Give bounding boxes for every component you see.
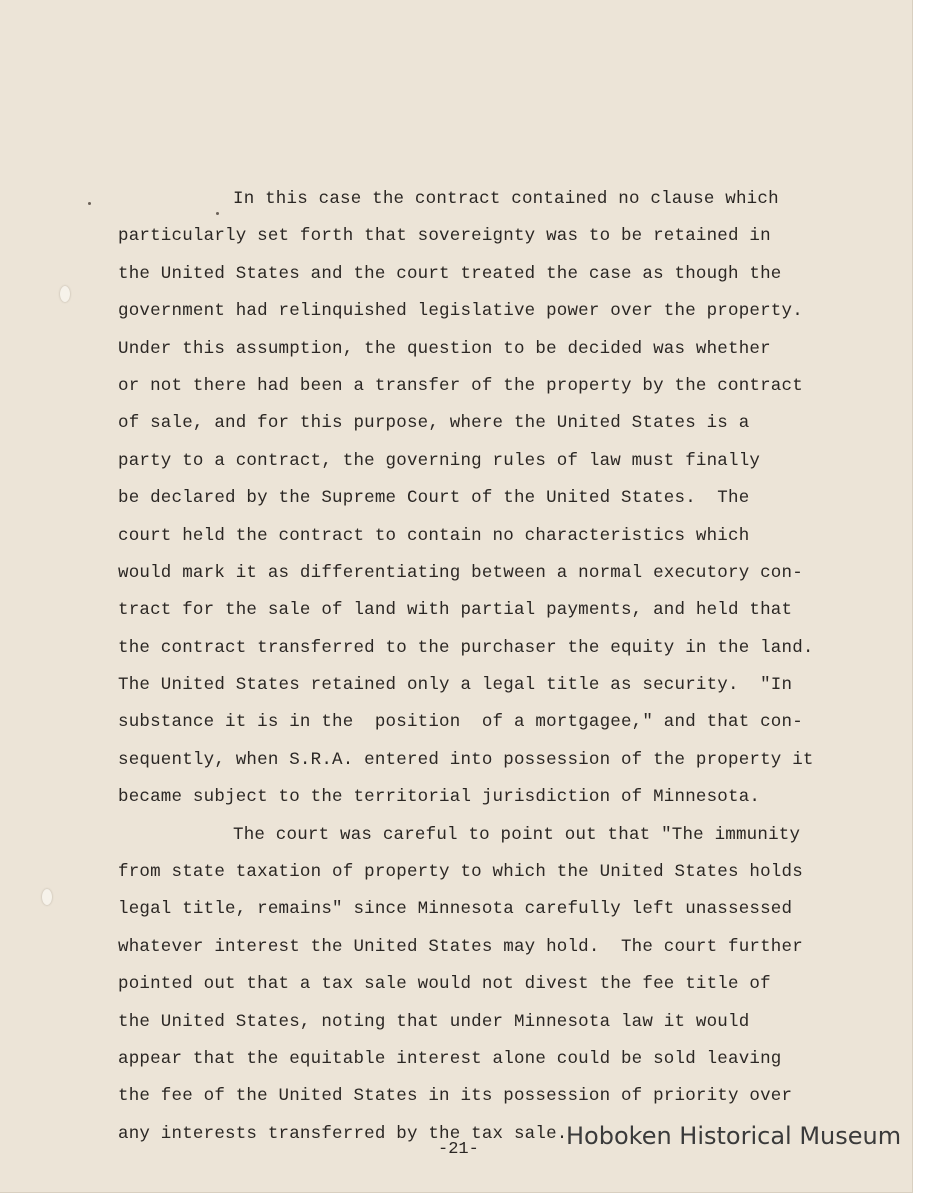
typed-text-body	[118, 181, 878, 1153]
text-line: The court was careful to point out that "The immunity	[233, 824, 801, 845]
text-line: from state taxation of property to which the United States holds	[118, 862, 803, 883]
text-line: the fee of the United States in its possession of priority over	[118, 1086, 793, 1107]
text-line: any interests transferred by the tax sale.	[118, 1123, 568, 1144]
text-line: Under this assumption, the question to be decided was whether	[118, 338, 771, 359]
text-line: In this case the contract contained no clause which	[233, 189, 779, 209]
text-line: the contract transferred to the purchaser the equity in the land.	[118, 637, 814, 658]
text-line: The United States retained only a legal title as security. "In	[118, 675, 793, 696]
text-line: of sale, and for this purpose, where the United States is a	[118, 413, 750, 434]
paper-speck	[88, 202, 91, 205]
watermark-text: Hoboken Historical Museum	[566, 1122, 902, 1150]
punch-hole-bottom	[42, 889, 52, 905]
text-line: party to a contract, the governing rules of law must finally	[118, 450, 761, 471]
text-line: particularly set forth that sovereignty was to be retained in	[118, 226, 771, 247]
text-line: or not there had been a transfer of the property by the contract	[118, 375, 803, 396]
text-line: legal title, remains" since Minnesota carefully left unassessed	[118, 899, 793, 920]
text-line: appear that the equitable interest alone could be sold leaving	[118, 1048, 782, 1069]
text-line: became subject to the territorial jurisdiction of Minnesota.	[118, 787, 761, 808]
text-line: court held the contract to contain no characteristics which	[118, 525, 750, 546]
text-line: sequently, when S.R.A. entered into possession of the property it	[118, 749, 814, 770]
text-line: the United States and the court treated the case as though the	[118, 263, 782, 284]
text-line: substance it is in the position of a mortgagee," and that con-	[118, 712, 803, 733]
text-line: pointed out that a tax sale would not divest the fee title of	[118, 974, 771, 995]
text-line: government had relinquished legislative power over the property.	[118, 301, 803, 322]
text-line: would mark it as differentiating between a normal executory con-	[118, 562, 803, 583]
text-line: the United States, noting that under Minnesota law it would	[118, 1011, 750, 1032]
page-number: -21-	[438, 1140, 479, 1159]
text-line: whatever interest the United States may hold. The court further	[118, 936, 803, 957]
punch-hole-top	[60, 286, 70, 302]
text-line: tract for the sale of land with partial payments, and held that	[118, 600, 793, 621]
text-line: be declared by the Supreme Court of the United States. The	[118, 488, 750, 509]
